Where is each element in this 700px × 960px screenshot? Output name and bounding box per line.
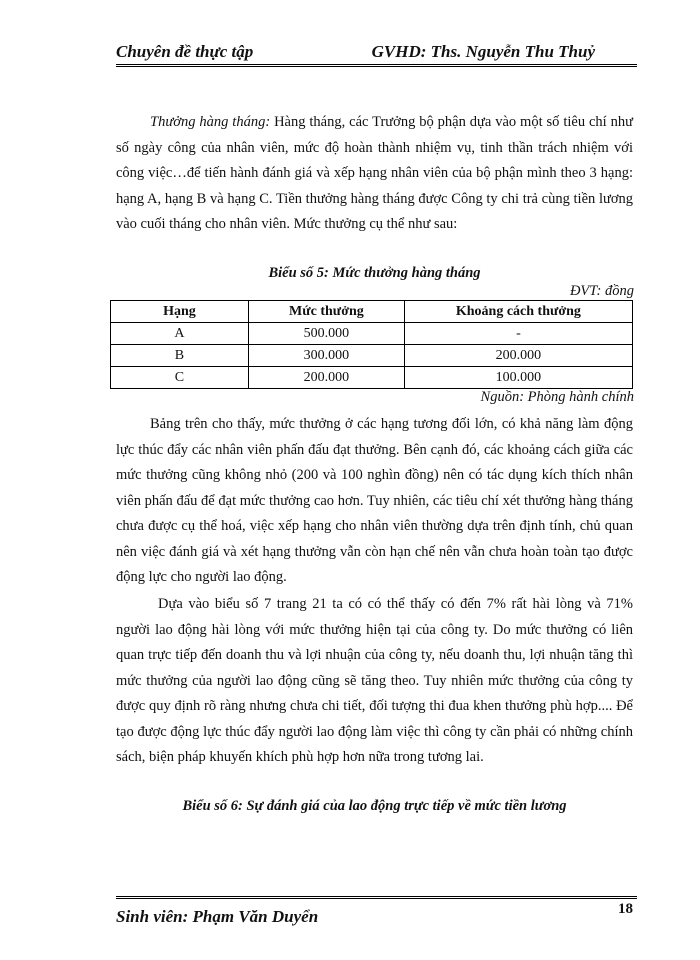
table-cell: C [111, 367, 249, 389]
paragraph-satisfaction [116, 592, 633, 771]
paragraph-text: Dựa vào biểu số 7 trang 21 ta có có thể thấy có đến 7% rất hài lòng và 71% người lao động hài lòng với mức thưởng hiện tại của công ty. Do mức thưởng có liên quan trực tiếp đến doanh thu và lợi nhuận của công ty, nếu doanh thu, lợi nhuận tăng thì mức thưởng của người lao động cũng sẽ tăng theo. Tuy nhiên mức thưởng của công ty được quy định rõ ràng nhưng chưa chi tiết, đối tượng thi đua khen thưởng phù hợp.... Để tạo được động lực thúc đẩy người lao động làm việc thì công ty cần phải có những chính sách, biện pháp khuyến khích phù hợp hơn nữa trong tương lai. [116, 596, 633, 765]
table-cell: 500.000 [248, 323, 404, 345]
footer-student: Sinh viên: Phạm Văn Duyển [116, 907, 319, 926]
table-cell: B [111, 345, 249, 367]
column-header: Hạng [111, 301, 249, 323]
paragraph-text: Hàng tháng, các Trưởng bộ phận dựa vào một số tiêu chí như số ngày công của nhân viên, mức độ hoàn thành nhiệm vụ, tinh thần trách nhiệm với công việc…để tiến hành đánh giá và xếp hạng nhân viên của bộ phận mình theo 3 hạng: hạng A, hạng B và hạng C. Tiền thưởng hàng tháng được Công ty chi trả cùng tiền lương vào cuối tháng cho nhân viên. Mức thưởng cụ thể như sau: [116, 114, 633, 232]
table-unit: ĐVT: đồng [569, 283, 634, 299]
page-footer [116, 896, 637, 929]
table-cell: 200.000 [248, 367, 404, 389]
column-header: Khoảng cách thưởng [404, 301, 632, 323]
paragraph-lead: Thưởng hàng tháng: [150, 114, 271, 130]
paragraph-monthly-bonus [116, 110, 633, 238]
table-cell: 200.000 [404, 345, 632, 367]
header-title: Chuyên đề thực tập [116, 42, 254, 61]
bonus-table [110, 300, 633, 389]
figure-caption: Biểu số 6: Sự đánh giá của lao động trực tiếp về mức tiền lương [182, 798, 567, 814]
table-source: Nguồn: Phòng hành chính [480, 389, 634, 405]
column-header: Mức thưởng [248, 301, 404, 323]
header-supervisor: GVHD: Ths. Nguyễn Thu Thuỷ [371, 42, 595, 61]
page-header [116, 40, 637, 67]
table-row [111, 345, 633, 367]
table-cell: 300.000 [248, 345, 404, 367]
table-cell: - [404, 323, 632, 345]
table-row [111, 323, 633, 345]
page-number: 18 [618, 901, 633, 917]
table-row [111, 367, 633, 389]
table-cell: A [111, 323, 249, 345]
table-cell: 100.000 [404, 367, 632, 389]
paragraph-text: Bảng trên cho thấy, mức thưởng ở các hạng tương đối lớn, có khả năng làm động lực thúc đẩy các nhân viên phấn đấu đạt thưởng. Bên cạnh đó, các khoảng cách giữa các mức thưởng cũng không nhỏ (200 và 100 nghìn đồng) nên có tác dụng kích thích nhân viên phấn đấu để đạt mức thưởng cao hơn. Tuy nhiên, các tiêu chí xét thưởng hàng tháng chưa được cụ thể hoá, việc xếp hạng cho nhân viên thường dựa trên định tính, chủ quan nên việc đánh giá và xét hạng thưởng vẫn còn hạn chế nên vẫn chưa hoàn toàn tạo được động lực cho người lao động. [116, 416, 633, 585]
paragraph-analysis [116, 412, 633, 591]
table-caption: Biểu số 5: Mức thưởng hàng tháng [268, 265, 481, 281]
table-header-row [111, 301, 633, 323]
